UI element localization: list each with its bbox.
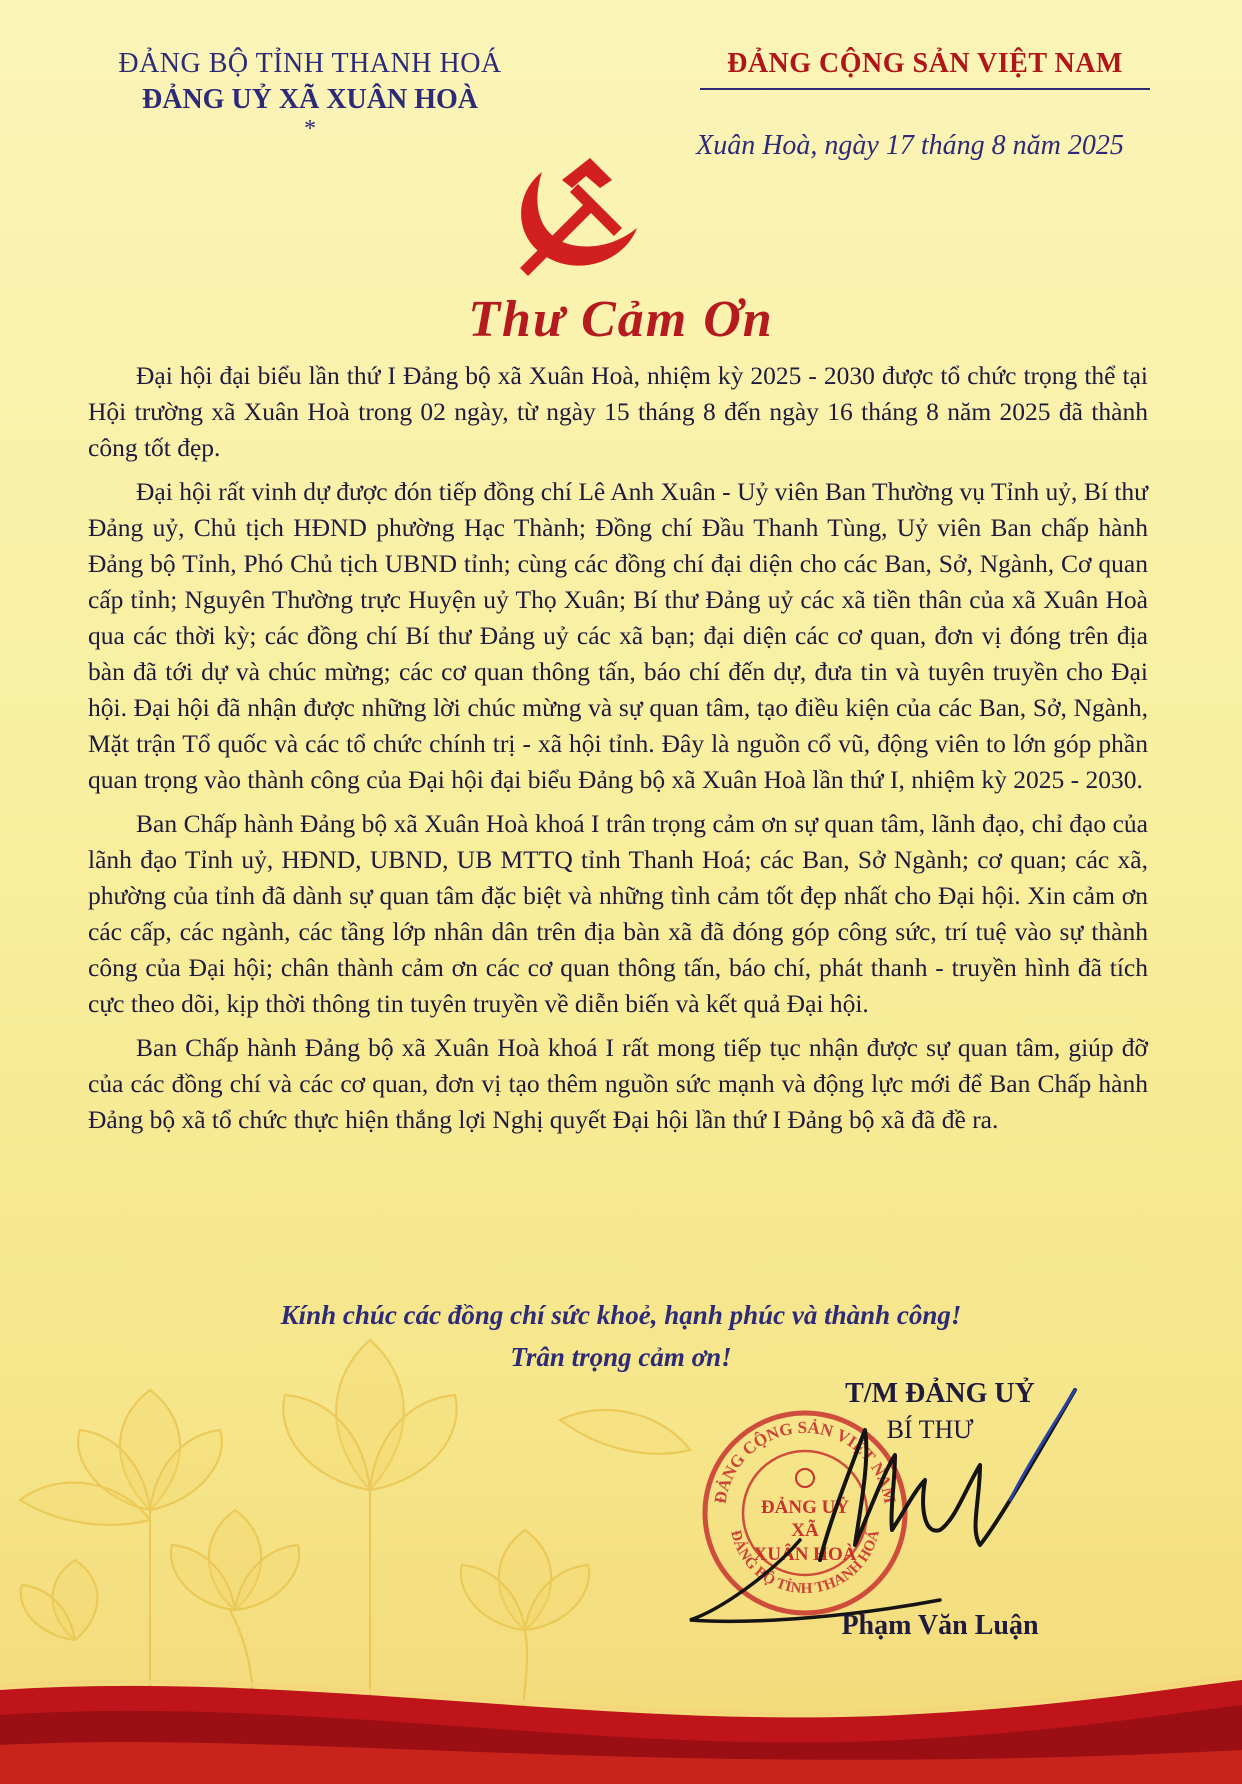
letter-title: Thư Cảm Ơn: [468, 291, 774, 348]
header-star: *: [304, 116, 316, 142]
national-motto: [680, 48, 1170, 90]
closing-wish: Kính chúc các đồng chí sức khoẻ, hạnh phúc và thành công!: [280, 1300, 962, 1330]
commune-party-name: ĐẢNG UỶ XÃ XUÂN HOÀ: [142, 84, 478, 115]
paragraph: Đại hội đại biểu lần thứ I Đảng bộ xã Xuân Hoà, nhiệm kỳ 2025 - 2030 được tổ chức trọng thể tại Hội trường xã Xuân Hoà trong 02 ngày, từ ngày 15 tháng 8 đến ngày 16 tháng 8 năm 2025 đã thành công tốt đẹp.: [88, 361, 1148, 462]
dateline: Xuân Hoà, ngày 17 tháng 8 năm 2025: [696, 130, 1124, 161]
handwritten-signature: [680, 1370, 1100, 1650]
hammer-sickle-icon: [502, 150, 652, 280]
issuing-organization: [60, 48, 560, 143]
paragraph: Đại hội rất vinh dự được đón tiếp đồng chí Lê Anh Xuân - Uỷ viên Ban Thường vụ Tỉnh uỷ, Bí thư Đảng uỷ, Chủ tịch HĐND phường Hạc Thành; Đồng chí Đầu Thanh Tùng, Uỷ viên Ban chấp hành Đảng bộ Tỉnh, Phó Chủ tịch UBND tỉnh; cùng các đồng chí đại diện cho các Ban, Sở, Ngành, Cơ quan cấp tỉnh; Nguyên Thường trực Huyện uỷ Thọ Xuân; Bí thư Đảng uỷ các xã tiền thân của xã Xuân Hoà qua các thời kỳ; các đồng chí Bí thư Đảng uỷ các xã bạn; đại diện các cơ quan, đơn vị đóng trên địa bàn đã tới dự và chúc mừng; các cơ quan thông tấn, báo chí đến dự, đưa tin và tuyên truyền cho Đại hội. Đại hội đã nhận được những lời chúc mừng và sự quan tâm, tạo điều kiện của các Ban, Sở, Ngành, Mặt trận Tổ quốc và các tổ chức chính trị - xã hội tỉnh. Đây là nguồn cổ vũ, động viên to lớn góp phần quan trọng vào thành công của Đại hội đại biểu Đảng bộ xã Xuân Hoà lần thứ I, nhiệm kỳ 2025 - 2030.: [88, 477, 1148, 794]
seal-ring-top: ĐẢNG CỘNG SẢN VIỆT NAM: [710, 1417, 900, 1506]
signatory-title: BÍ THƯ: [886, 1415, 974, 1444]
province-party-name: ĐẢNG BỘ TỈNH THANH HOÁ: [118, 48, 502, 79]
closing-thanks: Trân trọng cảm ơn!: [510, 1342, 732, 1372]
seal-center-line2: XÃ: [791, 1520, 819, 1541]
seal-center-line1: ĐẢNG UỶ: [760, 1497, 850, 1518]
paragraph: Ban Chấp hành Đảng bộ xã Xuân Hoà khoá I rất mong tiếp tục nhận được sự quan tâm, giúp đỡ của các đồng chí và các cơ quan, đơn vị tạo thêm nguồn sức mạnh và động lực mới để Ban Chấp hành Đảng bộ xã tổ chức thực hiện thắng lợi Nghị quyết Đại hội lần thứ I Đảng bộ xã đã đề ra.: [88, 1033, 1148, 1134]
signatory-name: Phạm Văn Luận: [841, 1610, 1039, 1641]
red-ribbon-decoration: [0, 1660, 1242, 1784]
heading-underline: [700, 88, 1150, 90]
seal-center-line3: XUÂN HOÀ: [753, 1544, 857, 1565]
paragraph: Ban Chấp hành Đảng bộ xã Xuân Hoà khoá I trân trọng cảm ơn sự quan tâm, lãnh đạo, chỉ đạo của lãnh đạo Tỉnh uỷ, HĐND, UBND, UB MTTQ tỉnh Thanh Hoá; các Ban, Sở Ngành; cơ quan; các xã, phường của tỉnh đã dành sự quan tâm đặc biệt và những tình cảm tốt đẹp nhất cho Đại hội. Xin cảm ơn các cấp, các ngành, các tầng lớp nhân dân trên địa bàn xã đã đóng góp công sức, trí tuệ vào sự thành công của Đại hội; chân thành cảm ơn các cơ quan thông tấn, báo chí, phát thanh - truyền hình đã tích cực theo dõi, kịp thời thông tin tuyên truyền về diễn biến và kết quả Đại hội.: [88, 809, 1148, 1018]
signatory-org: T/M ĐẢNG UỶ: [845, 1378, 1035, 1409]
letter-body: [88, 358, 1148, 1146]
seal-ring-bottom: ĐẢNG BỘ TỈNH THANH HOÁ: [727, 1528, 883, 1598]
party-name-heading: ĐẢNG CỘNG SẢN VIỆT NAM: [727, 48, 1123, 79]
